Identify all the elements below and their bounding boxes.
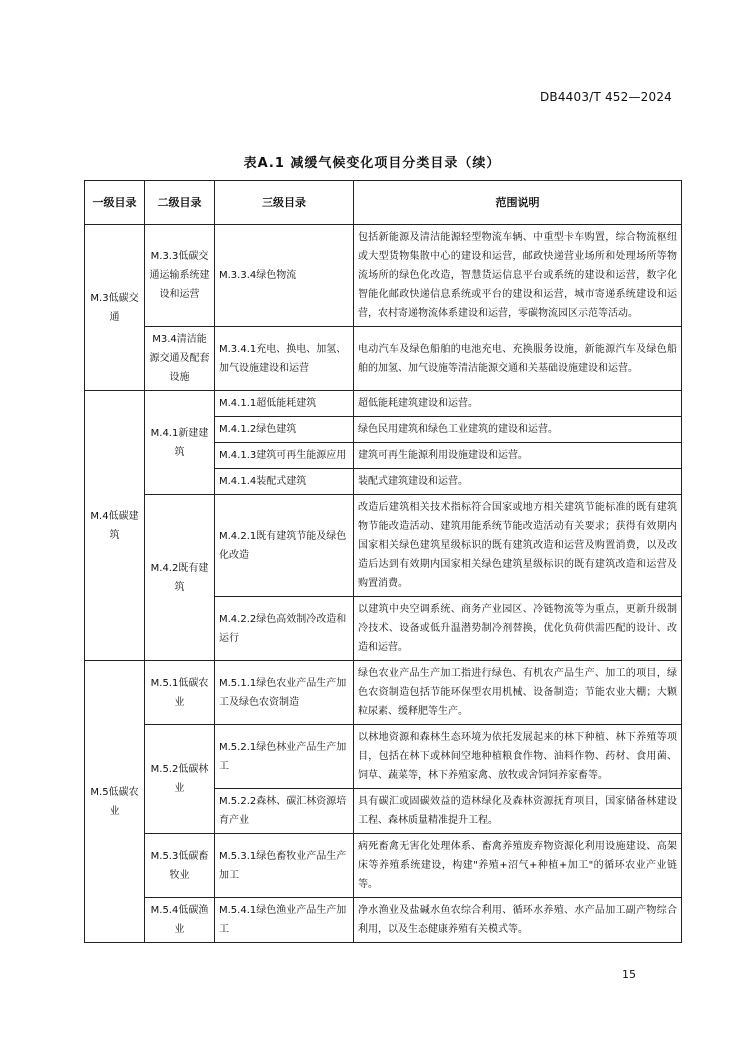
table-row xyxy=(85,495,682,597)
table-row xyxy=(85,391,682,417)
column-header: 一级目录 xyxy=(85,181,145,225)
level2-cell: M.3.3低碳交通运输系统建设和运营 xyxy=(145,225,215,327)
column-header: 二级目录 xyxy=(145,181,215,225)
table-row xyxy=(85,898,682,943)
level3-cell: M.4.1.2绿色建筑 xyxy=(215,417,354,443)
description-cell: 病死畜禽无害化处理体系、畜禽养殖废弃物资源化利用设施建设、高架床等养殖系统建设，构建"养殖+沼气+种植+加工"的循环农业产业链等。 xyxy=(354,834,682,898)
table-row xyxy=(85,327,682,391)
table-row xyxy=(85,225,682,327)
level1-cell: M.4低碳建筑 xyxy=(85,391,145,661)
level3-cell: M.4.1.3建筑可再生能源应用 xyxy=(215,443,354,469)
table-title: 表A.1 减缓气候变化项目分类目录（续） xyxy=(243,156,501,171)
level1-cell: M.3低碳交通 xyxy=(85,225,145,391)
level3-cell: M.3.3.4绿色物流 xyxy=(215,225,354,327)
description-cell: 以林地资源和森林生态环境为依托发展起来的林下种植、林下养殖等项目，包括在林下或林间空地种植粮食作物、油料作物、药材、食用菌、饲草、蔬菜等，林下养殖家禽、放牧或舍饲饲养家畜等。 xyxy=(354,725,682,789)
level2-cell: M.5.2低碳林业 xyxy=(145,725,215,834)
level2-cell: M.4.1新建建筑 xyxy=(145,391,215,495)
level2-cell: M3.4清洁能源交通及配套设施 xyxy=(145,327,215,391)
column-header: 三级目录 xyxy=(215,181,354,225)
description-cell: 包括新能源及清洁能源轻型物流车辆、中重型卡车购置，综合物流枢纽或大型货物集散中心的建设和运营，邮政快递营业场所和处理场所等物流场所的绿色化改造，智慧货运信息平台或系统的建设和运营，数字化智能化邮政快递信息系统或平台的建设和运营，城市寄递系统建设和运营，农村寄递物流体系建设和运营，零碳物流园区示范等活动。 xyxy=(354,225,682,327)
level3-cell: M.3.4.1充电、换电、加氢、加气设施建设和运营 xyxy=(215,327,354,391)
level3-cell: M.4.2.2绿色高效制冷改造和运行 xyxy=(215,597,354,661)
description-cell: 净水渔业及盐碱水鱼农综合利用、循环水养殖、水产品加工副产物综合利用，以及生态健康养殖有关模式等。 xyxy=(354,898,682,943)
description-cell: 以建筑中央空调系统、商务产业园区、冷链物流等为重点，更新升级制冷技术、设备或低升温潜势制冷剂替换，优化负荷供需匹配的设计、改造和运营。 xyxy=(354,597,682,661)
level2-cell: M.5.3低碳畜牧业 xyxy=(145,834,215,898)
level3-cell: M.5.1.1绿色农业产品生产加工及绿色农资制造 xyxy=(215,661,354,725)
document-code: DB4403/T 452—2024 xyxy=(539,90,672,104)
level3-cell: M.4.2.1既有建筑节能及绿色化改造 xyxy=(215,495,354,597)
page-number: 15 xyxy=(622,968,636,981)
level3-cell: M.5.4.1绿色渔业产品生产加工 xyxy=(215,898,354,943)
classification-table xyxy=(84,180,682,943)
description-cell: 具有碳汇或固碳效益的造林绿化及森林资源抚育项目，国家储备林建设工程、森林质量精准提升工程。 xyxy=(354,789,682,834)
description-cell: 超低能耗建筑建设和运营。 xyxy=(354,391,682,417)
level3-cell: M.5.3.1绿色畜牧业产品生产加工 xyxy=(215,834,354,898)
table-row xyxy=(85,834,682,898)
level3-cell: M.4.1.4装配式建筑 xyxy=(215,469,354,495)
column-header: 范围说明 xyxy=(354,181,682,225)
level2-cell: M.5.4低碳渔业 xyxy=(145,898,215,943)
level3-cell: M.4.1.1超低能耗建筑 xyxy=(215,391,354,417)
table-row xyxy=(85,661,682,725)
level3-cell: M.5.2.1绿色林业产品生产加工 xyxy=(215,725,354,789)
description-cell: 建筑可再生能源利用设施建设和运营。 xyxy=(354,443,682,469)
description-cell: 绿色民用建筑和绿色工业建筑的建设和运营。 xyxy=(354,417,682,443)
level2-cell: M.4.2既有建筑 xyxy=(145,495,215,661)
description-cell: 绿色农业产品生产加工指进行绿色、有机农产品生产、加工的项目，绿色农资制造包括节能环保型农用机械、设备制造；节能农业大棚；大颗粒尿素、缓释肥等生产。 xyxy=(354,661,682,725)
level3-cell: M.5.2.2森林、碳汇林资源培育产业 xyxy=(215,789,354,834)
table-header-row xyxy=(85,181,682,225)
description-cell: 装配式建筑建设和运营。 xyxy=(354,469,682,495)
level2-cell: M.5.1低碳农业 xyxy=(145,661,215,725)
table-row xyxy=(85,725,682,789)
description-cell: 改造后建筑相关技术指标符合国家或地方相关建筑节能标准的既有建筑物节能改造活动、建筑用能系统节能改造活动有关要求；获得有效期内国家相关绿色建筑星级标识的既有建筑改造和运营及购置消费，以及改造后达到有效期内国家相关绿色建筑星级标识的既有建筑改造和运营及购置消费。 xyxy=(354,495,682,597)
description-cell: 电动汽车及绿色船舶的电池充电、充换服务设施，新能源汽车及绿色船舶的加氢、加气设施等清洁能源交通和关基础设施建设和运营。 xyxy=(354,327,682,391)
level1-cell: M.5低碳农业 xyxy=(85,661,145,943)
